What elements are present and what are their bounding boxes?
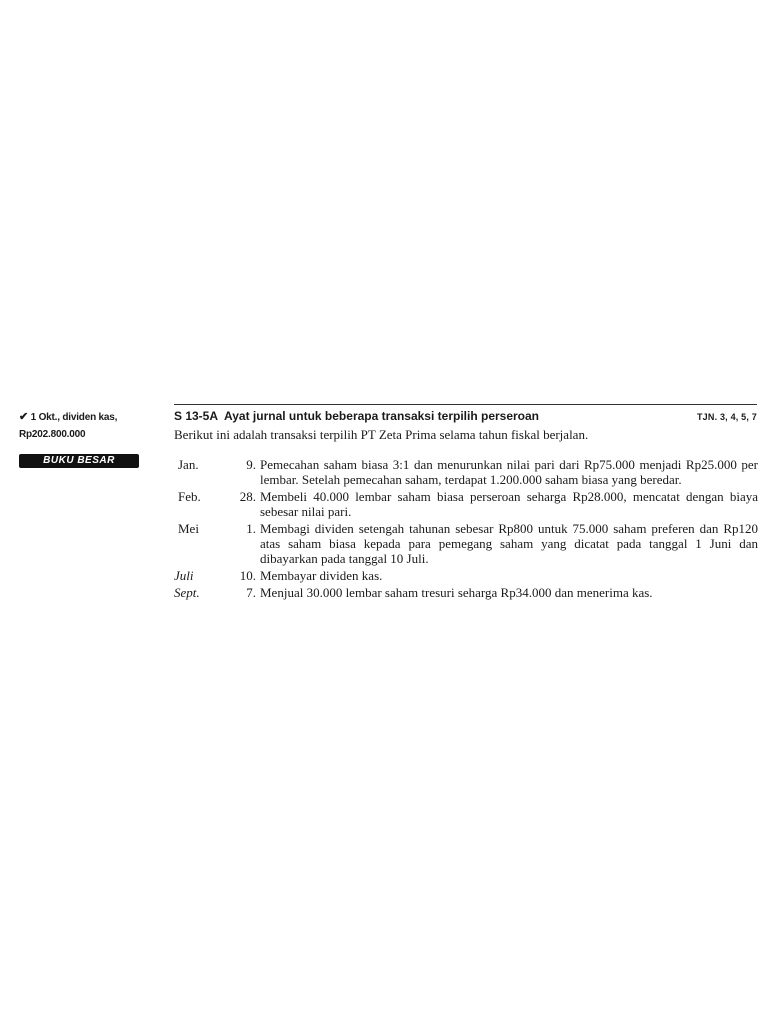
ledger-badge: BUKU BESAR [19, 454, 139, 468]
transaction-text: Membayar dividen kas. [260, 568, 383, 583]
answer-check-line1: 1 Okt., dividen kas, [30, 412, 118, 423]
section-divider [174, 404, 757, 405]
transaction-day: 28. [239, 489, 256, 504]
exercise-header [174, 408, 757, 424]
exercise-code: S 13-5A [174, 409, 219, 423]
exercise-intro: Berikut ini adalah transaksi terpilih PT Zeta Prima selama tahun fiskal berjalan. [174, 427, 589, 442]
transaction-list [174, 457, 758, 602]
learning-objectives: TJN. 3, 4, 5, 7 [696, 412, 757, 422]
transaction-month: Mei [178, 521, 199, 536]
answer-check-note [19, 409, 149, 443]
transaction-item [174, 521, 758, 566]
transaction-item [174, 585, 758, 600]
transaction-text: Membagi dividen setengah tahunan sebesar Rp800 untuk 75.000 saham preferen dan Rp120 atas saham biasa kepada para pemegang saham yang dicatat pada tanggal 1 Juni dan dibayarkan pada tanggal 10 Juli. [260, 521, 758, 566]
transaction-month: Jan. [178, 457, 199, 472]
transaction-text: Pemecahan saham biasa 3:1 dan menurunkan nilai pari dari Rp75.000 menjadi Rp25.000 per lembar. Setelah pemecahan saham, terdapat 1.200.000 saham biasa yang beredar. [260, 457, 758, 487]
transaction-day: 9. [246, 457, 256, 472]
transaction-item [174, 489, 758, 519]
checkmark-icon: ✔ [19, 411, 29, 423]
transaction-item [174, 457, 758, 487]
transaction-text: Membeli 40.000 lembar saham biasa perseroan seharga Rp28.000, mencatat dengan biaya sebesar nilai pari. [260, 489, 758, 519]
transaction-day: 10. [239, 568, 256, 583]
transaction-day: 1. [246, 521, 256, 536]
transaction-month: Juli [174, 568, 194, 583]
transaction-month: Sept. [174, 585, 200, 600]
transaction-text: Menjual 30.000 lembar saham tresuri seharga Rp34.000 dan menerima kas. [260, 585, 653, 600]
answer-check-line2: Rp202.800.000 [19, 429, 86, 440]
transaction-item [174, 568, 758, 583]
transaction-day: 7. [246, 585, 256, 600]
transaction-month: Feb. [178, 489, 201, 504]
exercise-title: Ayat jurnal untuk beberapa transaksi terpilih perseroan [224, 409, 540, 423]
